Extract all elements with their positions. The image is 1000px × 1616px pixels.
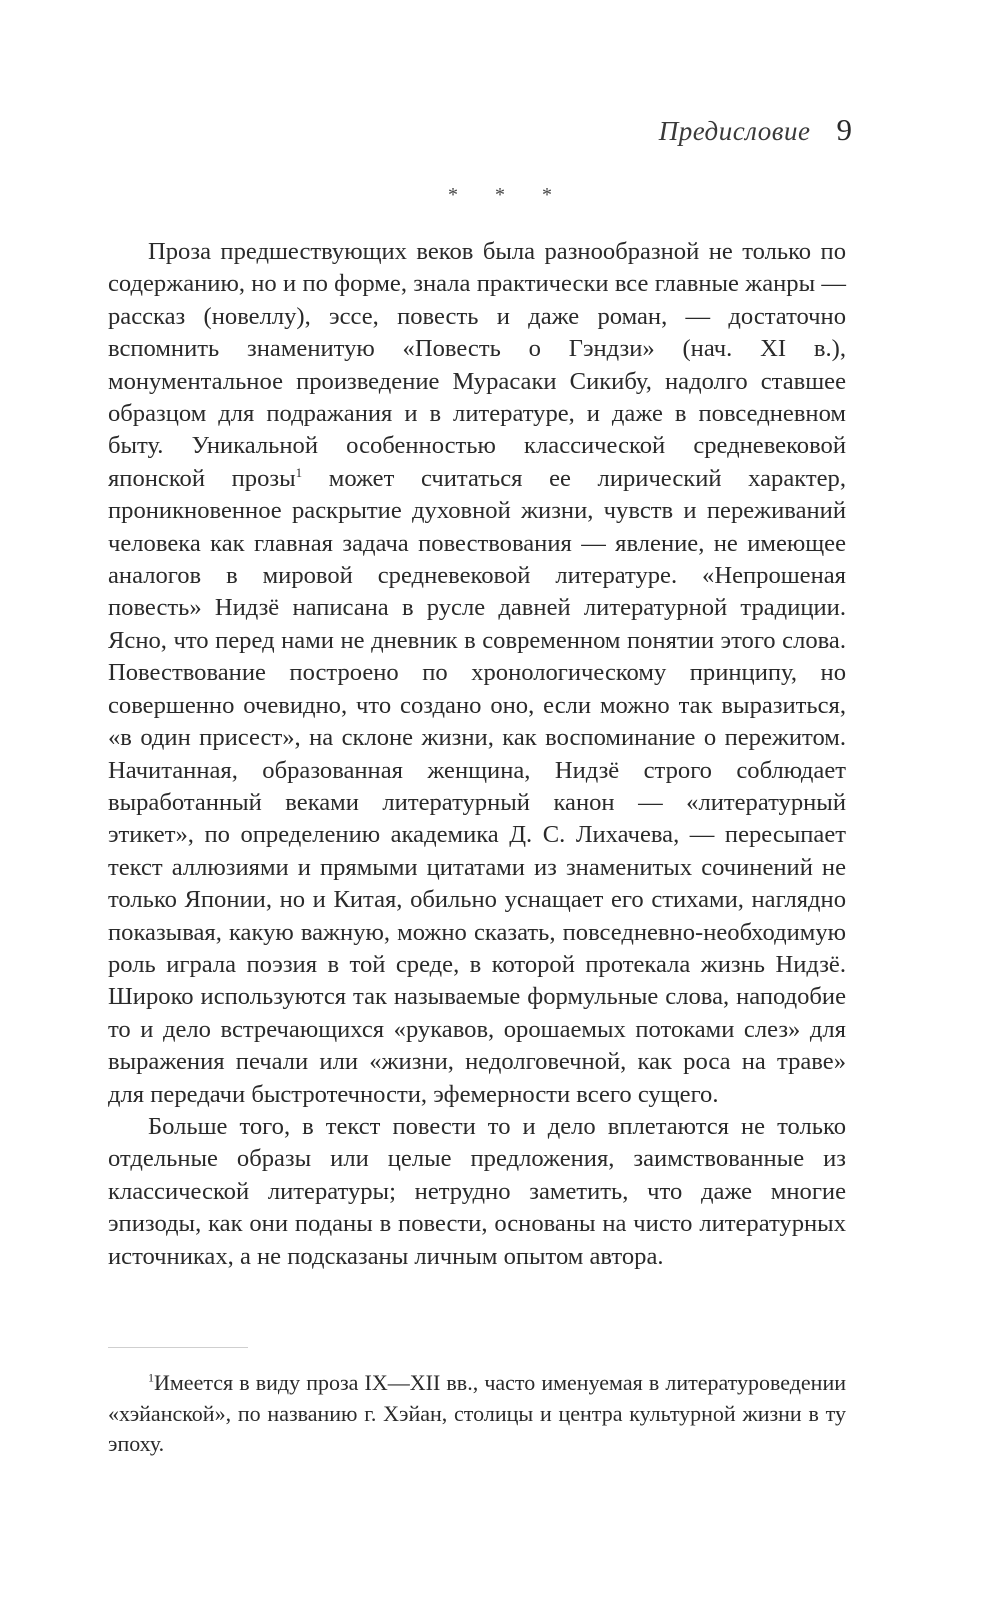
paragraph-1-part-1: Проза предшествующих веков была разнообразной не только по содержанию, но и по форме, знала практически все главные жанры — рассказ (новеллу), эссе, повесть и даже роман, — достаточно вспомнить знаменитую «Повесть о Гэндзи» (нач. XI в.), монументальное произведение Мурасаки Сикибу, надолго ставшее образцом для подражания и в литературе, и даже в повседневном быту. Уникальной особенностью классической средневековой японской прозы — [108, 238, 846, 492]
main-text — [108, 236, 846, 1273]
footnote-text: Имеется в виду проза IX—XII вв., часто именуемая в литературоведении «хэйанской», по названию г. Хэйан, столицы и центра культурной жизни в ту эпоху. — [108, 1370, 846, 1456]
paragraph-2: Больше того, в текст повести то и дело вплетаются не только отдельные образы или целые предложения, заимствованные из классической литературы; нетрудно заметить, что даже многие эпизоды, как они поданы в повести, основаны на чисто литературных источниках, а не подсказаны личным опытом автора. — [108, 1112, 846, 1270]
footnote-divider — [108, 1347, 248, 1348]
page-number: 9 — [836, 112, 852, 147]
footnote — [108, 1368, 846, 1460]
paragraph-1-part-2: может считаться ее лирический характер, проникновенное раскрытие духовной жизни, чувств и переживаний человека как главная задача повествования — явление, не имеющее аналогов в мировой средневековой литературе. «Непрошеная повесть» Нидзё написана в русле давней литературной традиции. Ясно, что перед нами не дневник в современном понятии этого слова. Повествование построено по хронологическому принципу, но совершенно очевидно, что создано оно, если можно так выразиться, «в один присест», на склоне жизни, как воспоминание о пережитом. Начитанная, образованная женщина, Нидзё строго соблюдает выработанный веками литературный канон — «литературный этикет», по определению академика Д. С. Лихачева, — пересыпает текст аллюзиями и прямыми цитатами из знаменитых сочинений не только Японии, но и Китая, обильно уснащает его стихами, наглядно показывая, какую важную, можно сказать, повседневно-необходимую роль играла поэзия в той среде, в которой протекала жизнь Нидзё. Широко используются так называемые формульные слова, наподобие то и дело встречающихся «рукавов, орошаемых потоками слез» для выражения печали или «жизни, недолговечной, как роса на траве» для передачи быстротечности, эфемерности всего сущего. — [108, 464, 846, 1108]
running-title: Предисловие — [658, 116, 811, 146]
footnote-mark: 1 — [148, 1370, 154, 1385]
footnote-reference: 1 — [295, 464, 303, 480]
section-separator: * * * — [448, 184, 568, 206]
paragraph-1 — [108, 236, 846, 1111]
running-head — [659, 112, 852, 148]
